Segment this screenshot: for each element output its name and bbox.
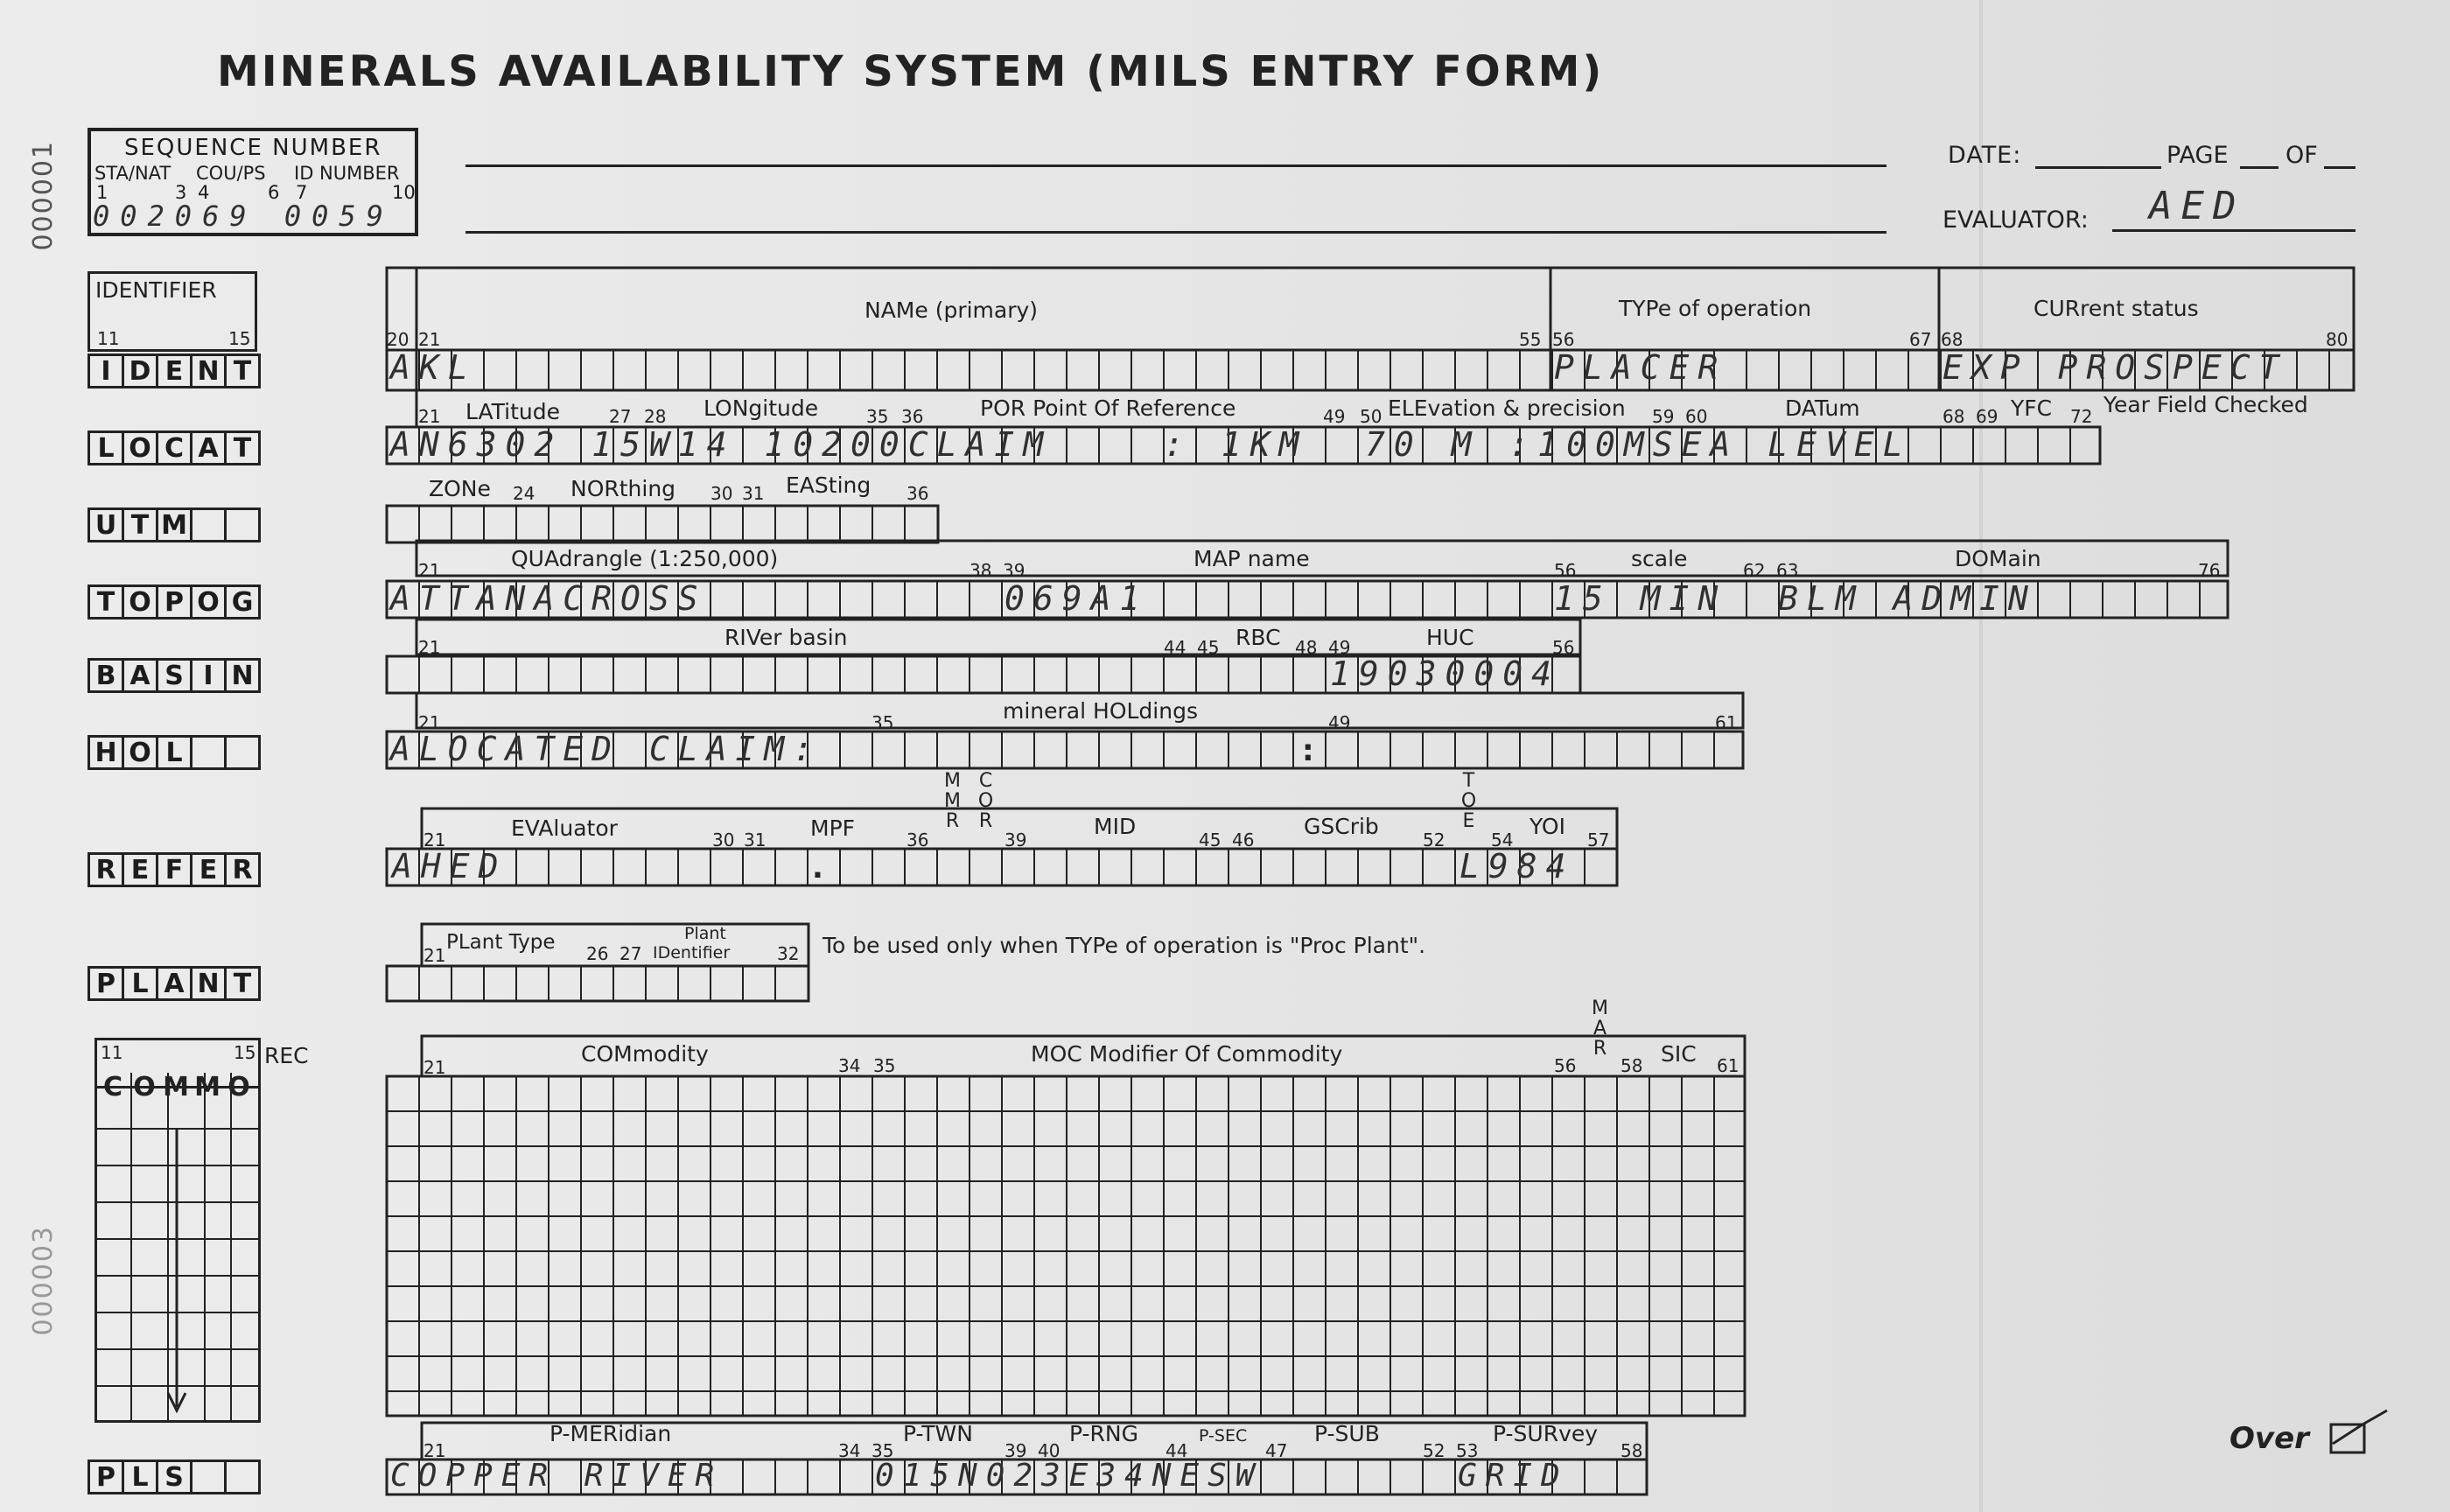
code-cell: O bbox=[122, 430, 158, 466]
num-28: 28 bbox=[644, 406, 667, 427]
holdings-value[interactable]: ALOCATED CLAIM: bbox=[390, 730, 822, 768]
code-cell: D bbox=[122, 354, 158, 388]
code-cell: O bbox=[133, 1072, 156, 1102]
num-54: 54 bbox=[1491, 830, 1514, 850]
code-cell: I bbox=[88, 354, 124, 388]
yoi-value[interactable]: L984 bbox=[1460, 847, 1575, 886]
code-cell: N bbox=[190, 966, 227, 1001]
num-40: 40 bbox=[1038, 1440, 1060, 1461]
num-46: 46 bbox=[1232, 830, 1255, 850]
num-80: 80 bbox=[2326, 329, 2348, 350]
num-67: 67 bbox=[1909, 329, 1932, 350]
num-24: 24 bbox=[513, 483, 536, 504]
num-35: 35 bbox=[872, 712, 894, 733]
num-72: 72 bbox=[2070, 406, 2093, 427]
p-meridian-label: P-MERidian bbox=[550, 1421, 672, 1446]
elevation-label: ELEvation & precision bbox=[1388, 396, 1626, 421]
code-cell: N bbox=[190, 354, 227, 388]
quadrangle-value[interactable]: ATTANACROSS bbox=[390, 579, 707, 618]
code-cell: C bbox=[102, 1072, 123, 1102]
seq-num-6: 6 bbox=[268, 182, 280, 203]
code-cell: T bbox=[88, 584, 124, 620]
num-61: 61 bbox=[1717, 1055, 1740, 1076]
num-62: 62 bbox=[1743, 560, 1766, 581]
p-twn-label: P-TWN bbox=[903, 1421, 973, 1446]
num-36: 36 bbox=[901, 406, 924, 427]
yfc-label: YFC bbox=[2011, 396, 2053, 421]
p-rng-label: P-RNG bbox=[1069, 1421, 1138, 1446]
mmr-label: MMR bbox=[942, 770, 963, 830]
name-primary-label: NAMe (primary) bbox=[864, 298, 1039, 323]
num-45: 45 bbox=[1197, 637, 1220, 658]
code-cell: H bbox=[88, 735, 124, 770]
huc-label: HUC bbox=[1426, 625, 1474, 650]
p-sec-label: P-SEC bbox=[1199, 1426, 1248, 1446]
over-label: Over bbox=[2230, 1421, 2309, 1456]
num-34: 34 bbox=[838, 1055, 861, 1076]
latlon-value[interactable]: AN6302 15W14 10200CLAIM bbox=[390, 425, 1053, 464]
code-cell: M bbox=[194, 1072, 220, 1102]
code-cell: T bbox=[224, 354, 261, 388]
rec-label: REC bbox=[264, 1043, 309, 1068]
num-27: 27 bbox=[620, 943, 642, 964]
evaluator-label: EVALUATOR: bbox=[1942, 206, 2089, 234]
code-cell: S bbox=[156, 1460, 192, 1494]
num-56: 56 bbox=[1554, 1055, 1577, 1076]
code-cell: L bbox=[122, 1460, 158, 1494]
document-stamp: 000001 bbox=[28, 140, 59, 251]
num-21: 21 bbox=[418, 406, 441, 427]
twn-rng-sec-sub-value[interactable]: 015N023E34NESW bbox=[875, 1458, 1264, 1494]
num-31: 31 bbox=[744, 830, 766, 850]
rbc-label: RBC bbox=[1236, 625, 1281, 650]
num-58: 58 bbox=[1620, 1440, 1643, 1461]
latitude-label: LATitude bbox=[466, 399, 561, 424]
point-of-reference-label: POR Point Of Reference bbox=[980, 396, 1236, 421]
code-cell: E bbox=[156, 354, 192, 388]
cou-ps-label: COU/PS bbox=[196, 163, 266, 184]
num-52: 52 bbox=[1423, 1440, 1446, 1461]
code-cell: U bbox=[88, 508, 124, 542]
seq-num-7: 7 bbox=[296, 182, 308, 203]
code-cell: G bbox=[224, 584, 261, 620]
num-36: 36 bbox=[906, 483, 929, 504]
mineral-holdings-label: mineral HOLdings bbox=[1003, 698, 1198, 724]
seq-num-10: 10 bbox=[392, 182, 416, 203]
code-cell: P bbox=[156, 584, 192, 620]
easting-label: EASting bbox=[786, 472, 872, 498]
river-basin-label: RIVer basin bbox=[724, 625, 848, 650]
num-21: 21 bbox=[418, 560, 441, 581]
num-21: 21 bbox=[418, 637, 441, 658]
num-27: 27 bbox=[609, 406, 632, 427]
code-cell: O bbox=[228, 1072, 250, 1102]
code-cell: R bbox=[224, 852, 261, 887]
num-39: 39 bbox=[1004, 1440, 1027, 1461]
num-68: 68 bbox=[1941, 329, 1964, 350]
id-number-label: ID NUMBER bbox=[294, 163, 400, 184]
num-56: 56 bbox=[1552, 637, 1575, 658]
map-name-label: MAP name bbox=[1194, 546, 1310, 571]
date-label: DATE: bbox=[1948, 142, 2022, 169]
commodity-label: COMmodity bbox=[581, 1041, 709, 1067]
num-50: 50 bbox=[1360, 406, 1382, 427]
code-cell: O bbox=[122, 735, 158, 770]
code-cell: R bbox=[88, 852, 124, 887]
num-44: 44 bbox=[1166, 1440, 1188, 1461]
mpf-dot: . bbox=[812, 850, 823, 886]
sic-label: SIC bbox=[1661, 1041, 1697, 1067]
sta-nat-label: STA/NAT bbox=[94, 163, 172, 184]
code-cell: T bbox=[224, 966, 261, 1001]
of-label: OF bbox=[2286, 142, 2318, 169]
num-55: 55 bbox=[1519, 329, 1542, 350]
sequence-value[interactable]: 002069 0059 bbox=[93, 200, 394, 233]
code-cell: S bbox=[156, 658, 192, 693]
evaluator-col-label: EVAluator bbox=[511, 816, 618, 841]
scale-value[interactable]: 15 MIN bbox=[1554, 579, 1727, 618]
code-cell: C bbox=[156, 430, 192, 466]
cor-label: COR bbox=[975, 770, 997, 830]
identifier-num-11: 11 bbox=[97, 328, 120, 349]
northing-label: NORthing bbox=[570, 476, 676, 501]
identifier-label: IDENTIFIER bbox=[95, 277, 217, 303]
code-cell: E bbox=[122, 852, 158, 887]
num-57: 57 bbox=[1587, 830, 1610, 850]
form-title: MINERALS AVAILABILITY SYSTEM (MILS ENTRY FORM) bbox=[217, 47, 1605, 96]
document-stamp-faded: 000003 bbox=[28, 1225, 59, 1336]
commo-num-15: 15 bbox=[234, 1042, 256, 1063]
seq-num-3: 3 bbox=[175, 182, 187, 203]
code-cell: P bbox=[88, 1460, 124, 1494]
num-20: 20 bbox=[387, 329, 410, 350]
num-44: 44 bbox=[1164, 637, 1186, 658]
sequence-title: SEQUENCE NUMBER bbox=[124, 135, 382, 161]
code-cell: F bbox=[156, 852, 192, 887]
code-cell: B bbox=[88, 658, 124, 693]
plant-id-label-1: Plant bbox=[684, 924, 726, 943]
num-31: 31 bbox=[742, 483, 765, 504]
type-of-operation-label: TYPe of operation bbox=[1619, 296, 1812, 321]
num-21: 21 bbox=[424, 945, 446, 966]
num-49: 49 bbox=[1323, 406, 1346, 427]
num-45: 45 bbox=[1199, 830, 1222, 850]
num-49: 49 bbox=[1328, 712, 1351, 733]
name-value[interactable]: AKL bbox=[390, 348, 477, 387]
meridian-value[interactable]: COPPER RIVER bbox=[390, 1458, 724, 1494]
code-cell: O bbox=[122, 584, 158, 620]
seq-num-4: 4 bbox=[198, 182, 210, 203]
num-63: 63 bbox=[1776, 560, 1799, 581]
code-cell: M bbox=[156, 508, 192, 542]
num-56: 56 bbox=[1552, 329, 1575, 350]
code-cell: A bbox=[190, 430, 227, 466]
page-label: PAGE bbox=[2166, 142, 2229, 169]
over-checkbox[interactable] bbox=[2331, 1424, 2364, 1452]
num-49: 49 bbox=[1328, 637, 1351, 658]
num-53: 53 bbox=[1456, 1440, 1479, 1461]
num-34: 34 bbox=[838, 1440, 861, 1461]
num-39: 39 bbox=[1003, 560, 1026, 581]
num-21: 21 bbox=[424, 1440, 446, 1461]
holdings-colon: : bbox=[1302, 733, 1314, 768]
code-cell: M bbox=[163, 1072, 189, 1102]
code-cell: A bbox=[156, 966, 192, 1001]
identifier-num-15: 15 bbox=[228, 328, 251, 349]
yoi-label: YOI bbox=[1530, 814, 1565, 839]
num-21: 21 bbox=[418, 712, 441, 733]
toe-label: TOE bbox=[1458, 770, 1480, 830]
quadrangle-label: QUAdrangle (1:250,000) bbox=[511, 546, 779, 571]
num-48: 48 bbox=[1295, 637, 1318, 658]
num-21: 21 bbox=[424, 1057, 446, 1078]
num-38: 38 bbox=[970, 560, 992, 581]
num-76: 76 bbox=[2198, 560, 2221, 581]
mpf-label: MPF bbox=[810, 816, 856, 841]
huc-value[interactable]: 19030004 bbox=[1330, 654, 1561, 693]
commo-num-11: 11 bbox=[101, 1042, 123, 1063]
survey-value[interactable]: GRID bbox=[1458, 1458, 1569, 1494]
num-32: 32 bbox=[777, 943, 800, 964]
code-cell: N bbox=[224, 658, 261, 693]
num-35: 35 bbox=[873, 1055, 896, 1076]
num-21: 21 bbox=[418, 329, 441, 350]
num-58: 58 bbox=[1620, 1055, 1643, 1076]
num-68: 68 bbox=[1942, 406, 1965, 427]
code-cell: P bbox=[88, 966, 124, 1001]
map-value[interactable]: 069A1 bbox=[1004, 579, 1149, 618]
num-26: 26 bbox=[586, 943, 609, 964]
num-30: 30 bbox=[712, 830, 735, 850]
num-36: 36 bbox=[906, 830, 929, 850]
gscrib-label: GSCrib bbox=[1304, 814, 1379, 839]
scale-label: scale bbox=[1631, 546, 1688, 571]
mar-label: MAR bbox=[1589, 998, 1611, 1058]
moc-label: MOC Modifier Of Commodity bbox=[1031, 1041, 1343, 1067]
code-cell: L bbox=[156, 735, 192, 770]
current-status-label: CURrent status bbox=[2034, 296, 2199, 321]
p-sub-label: P-SUB bbox=[1314, 1421, 1380, 1446]
plant-id-label-2: IDentifier bbox=[653, 943, 731, 962]
datum-label: DATum bbox=[1785, 396, 1860, 421]
type-value[interactable]: PLACER bbox=[1554, 348, 1727, 387]
code-cell: L bbox=[122, 966, 158, 1001]
year-field-checked-label: Year Field Checked bbox=[2104, 392, 2308, 417]
domain-value[interactable]: BLM ADMIN bbox=[1778, 579, 2037, 618]
code-cell: L bbox=[88, 430, 124, 466]
code-cell: E bbox=[190, 852, 227, 887]
code-cell: I bbox=[190, 658, 227, 693]
refer-evaluator-value[interactable]: AHED bbox=[392, 847, 508, 886]
num-52: 52 bbox=[1423, 830, 1446, 850]
num-21: 21 bbox=[424, 830, 446, 850]
status-value[interactable]: EXP PROSPECT bbox=[1942, 348, 2288, 387]
mid-label: MID bbox=[1094, 814, 1137, 839]
p-survey-label: P-SURvey bbox=[1493, 1421, 1599, 1446]
num-60: 60 bbox=[1685, 406, 1708, 427]
seq-num-1: 1 bbox=[96, 182, 108, 203]
num-30: 30 bbox=[710, 483, 733, 504]
code-cell: T bbox=[122, 508, 158, 542]
num-39: 39 bbox=[1004, 830, 1027, 850]
domain-label: DOMain bbox=[1955, 546, 2041, 571]
num-47: 47 bbox=[1265, 1440, 1288, 1461]
evaluator-value: AED bbox=[2149, 184, 2245, 228]
plant-note: To be used only when TYPe of operation is "Proc Plant". bbox=[822, 933, 1426, 958]
num-69: 69 bbox=[1976, 406, 1998, 427]
por-value[interactable]: : 1KM bbox=[1164, 425, 1308, 464]
num-35: 35 bbox=[866, 406, 889, 427]
elevation-datum-value[interactable]: 70 M :100MSEA LEVEL bbox=[1365, 425, 1912, 464]
longitude-label: LONgitude bbox=[704, 396, 819, 421]
code-cell: A bbox=[122, 658, 158, 693]
num-35: 35 bbox=[872, 1440, 894, 1461]
plant-type-label: PLant Type bbox=[446, 931, 556, 954]
code-cell: O bbox=[190, 584, 227, 620]
num-59: 59 bbox=[1652, 406, 1675, 427]
num-56: 56 bbox=[1554, 560, 1577, 581]
zone-label: ZONe bbox=[429, 476, 491, 501]
num-61: 61 bbox=[1715, 712, 1738, 733]
code-cell: T bbox=[224, 430, 261, 466]
